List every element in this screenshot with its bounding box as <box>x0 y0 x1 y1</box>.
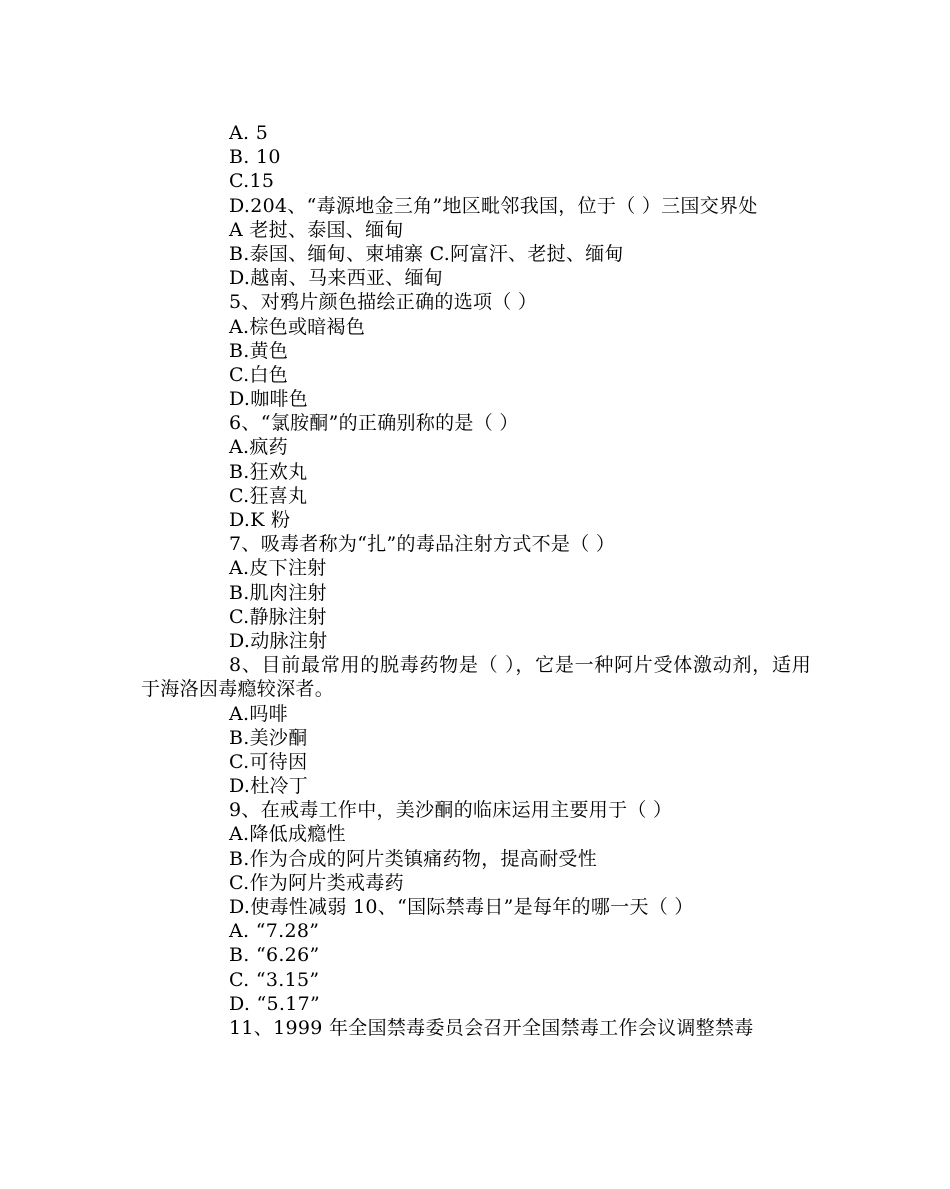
option-line: A.疯药 <box>229 436 288 459</box>
option-line: D.动脉注射 <box>229 629 328 652</box>
option-line: A 老挝、泰国、缅甸 <box>229 218 404 241</box>
option-line: C.白色 <box>229 363 289 386</box>
option-line: B.肌肉注射 <box>229 581 327 604</box>
option-line: C.静脉注射 <box>229 605 327 628</box>
question-line: 11、1999 年全国禁毒委员会召开全国禁毒工作会议调整禁毒 <box>229 1016 754 1039</box>
option-line: D. “5.17” <box>229 992 321 1015</box>
option-line: B.黄色 <box>229 339 289 362</box>
question-paragraph: 8、目前最常用的脱毒药物是（ ），它是一种阿片受体激动剂，适用于海洛因毒瘾较深者。 <box>141 654 811 701</box>
question-line: 9、在戒毒工作中，美沙酮的临床运用主要用于（ ） <box>229 799 673 822</box>
option-line: B. “6.26” <box>229 944 320 967</box>
option-line: B.泰国、缅甸、柬埔寨 C.阿富汗、老挝、缅甸 <box>229 242 624 265</box>
option-line: C.15 <box>229 170 275 193</box>
question-paragraph: D.204、“毒源地金三角”地区毗邻我国，位于（ ）三国交界处 <box>229 194 758 217</box>
option-line: C.可待因 <box>229 750 308 773</box>
option-line: D.越南、马来西亚、缅甸 <box>229 267 444 290</box>
option-line: D.杜冷丁 <box>229 775 309 798</box>
option-line: A.降低成瘾性 <box>229 823 346 846</box>
option-line: C.作为阿片类戒毒药 <box>229 871 404 894</box>
option-line: A. “7.28” <box>229 920 320 943</box>
option-line: D.咖啡色 <box>229 388 309 411</box>
option-line: D.使毒性减弱 10、“国际禁毒日”是每年的哪一天（ ） <box>229 896 694 919</box>
option-line: D.K 粉 <box>229 509 291 532</box>
option-line: C. “3.15” <box>229 968 320 991</box>
question-line: 7、吸毒者称为“扎”的毒品注射方式不是（ ） <box>229 533 616 556</box>
document-body <box>141 121 811 1040</box>
option-line: B.作为合成的阿片类镇痛药物，提高耐受性 <box>229 847 598 870</box>
option-line: B. 10 <box>229 146 281 169</box>
option-line: C.狂喜丸 <box>229 484 308 507</box>
option-line: A.皮下注射 <box>229 557 327 580</box>
option-line: B.美沙酮 <box>229 726 308 749</box>
option-line: B.狂欢丸 <box>229 460 308 483</box>
option-line: A.吗啡 <box>229 702 288 725</box>
option-line: A.棕色或暗褐色 <box>229 315 366 338</box>
question-line: 6、“氯胺酮”的正确别称的是（ ） <box>229 412 519 435</box>
option-line: A. 5 <box>229 122 269 144</box>
question-line: 5、对鸦片颜色描绘正确的选项（ ） <box>229 291 538 314</box>
